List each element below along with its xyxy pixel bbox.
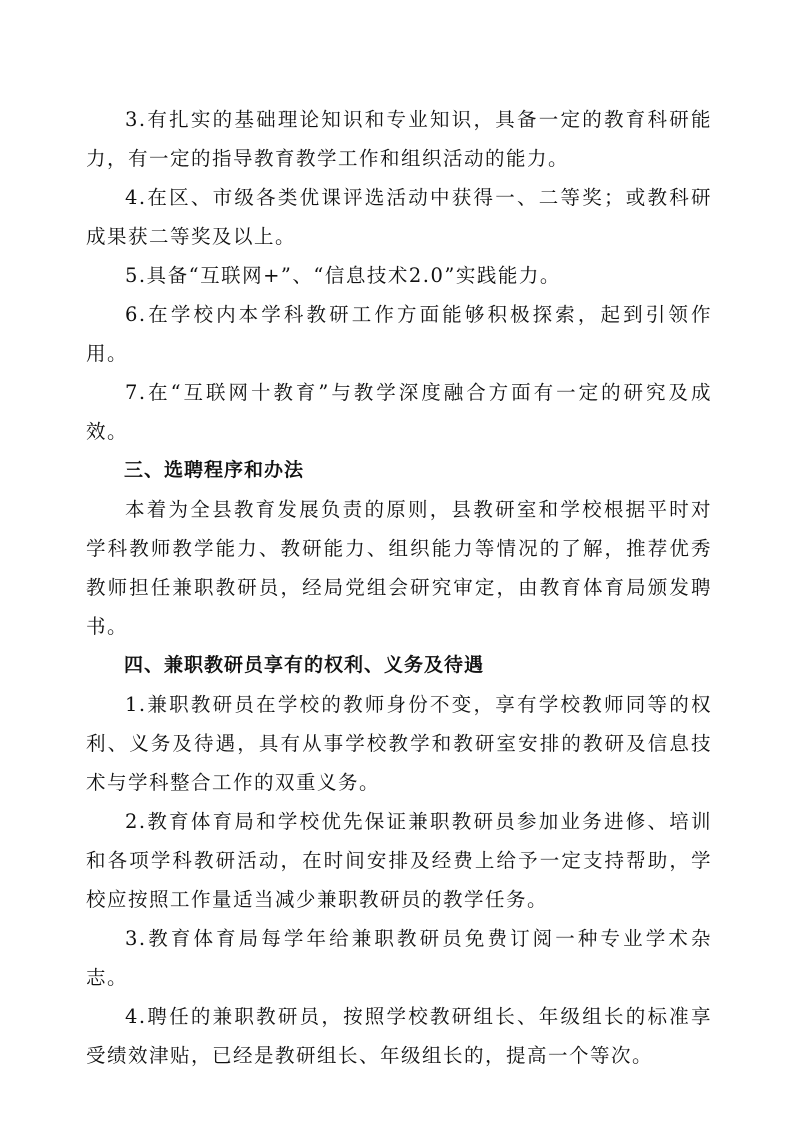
document-page: [86, 100, 712, 1075]
requirement-item-4: 4.在区、市级各类优课评选活动中获得一、二等奖；或教科研成果获二等奖及以上。: [86, 186, 712, 248]
section-heading-3: 三、选聘程序和办法: [124, 459, 305, 481]
rights-item-1: 1.兼职教研员在学校的教师身份不变，享有学校教师同等的权利、义务及待遇，具有从事学校教学和教研室安排的教研及信息技术与学科整合工作的双重义务。: [86, 693, 712, 794]
selection-procedure-paragraph: 本着为全县教育发展负责的原则，县教研室和学校根据平时对学科教师教学能力、教研能力、组织能力等情况的了解，推荐优秀教师担任兼职教研员，经局党组会研究审定，由教育体育局颁发聘书。: [86, 498, 712, 638]
rights-item-3: 3.教育体育局每学年给兼职教研员免费订阅一种专业学术杂志。: [86, 927, 712, 989]
rights-item-4: 4.聘任的兼职教研员，按照学校教研组长、年级组长的标准享受绩效津贴，已经是教研组长、年级组长的，提高一个等次。: [86, 1005, 712, 1067]
section-heading-4: 四、兼职教研员享有的权利、义务及待遇: [124, 654, 485, 676]
rights-item-2: 2.教育体育局和学校优先保证兼职教研员参加业务进修、培训和各项学科教研活动，在时间安排及经费上给予一定支持帮助，学校应按照工作量适当减少兼职教研员的教学任务。: [86, 810, 712, 911]
requirement-item-3: 3.有扎实的基础理论知识和专业知识，具备一定的教育科研能力，有一定的指导教育教学工作和组织活动的能力。: [86, 108, 712, 170]
requirement-item-6: 6.在学校内本学科教研工作方面能够积极探索，起到引领作用。: [86, 303, 712, 365]
requirement-item-7: 7.在“互联网十教育”与教学深度融合方面有一定的研究及成效。: [86, 381, 712, 443]
requirement-item-5: 5.具备“互联网+”、“信息技术2.0”实践能力。: [125, 264, 561, 287]
